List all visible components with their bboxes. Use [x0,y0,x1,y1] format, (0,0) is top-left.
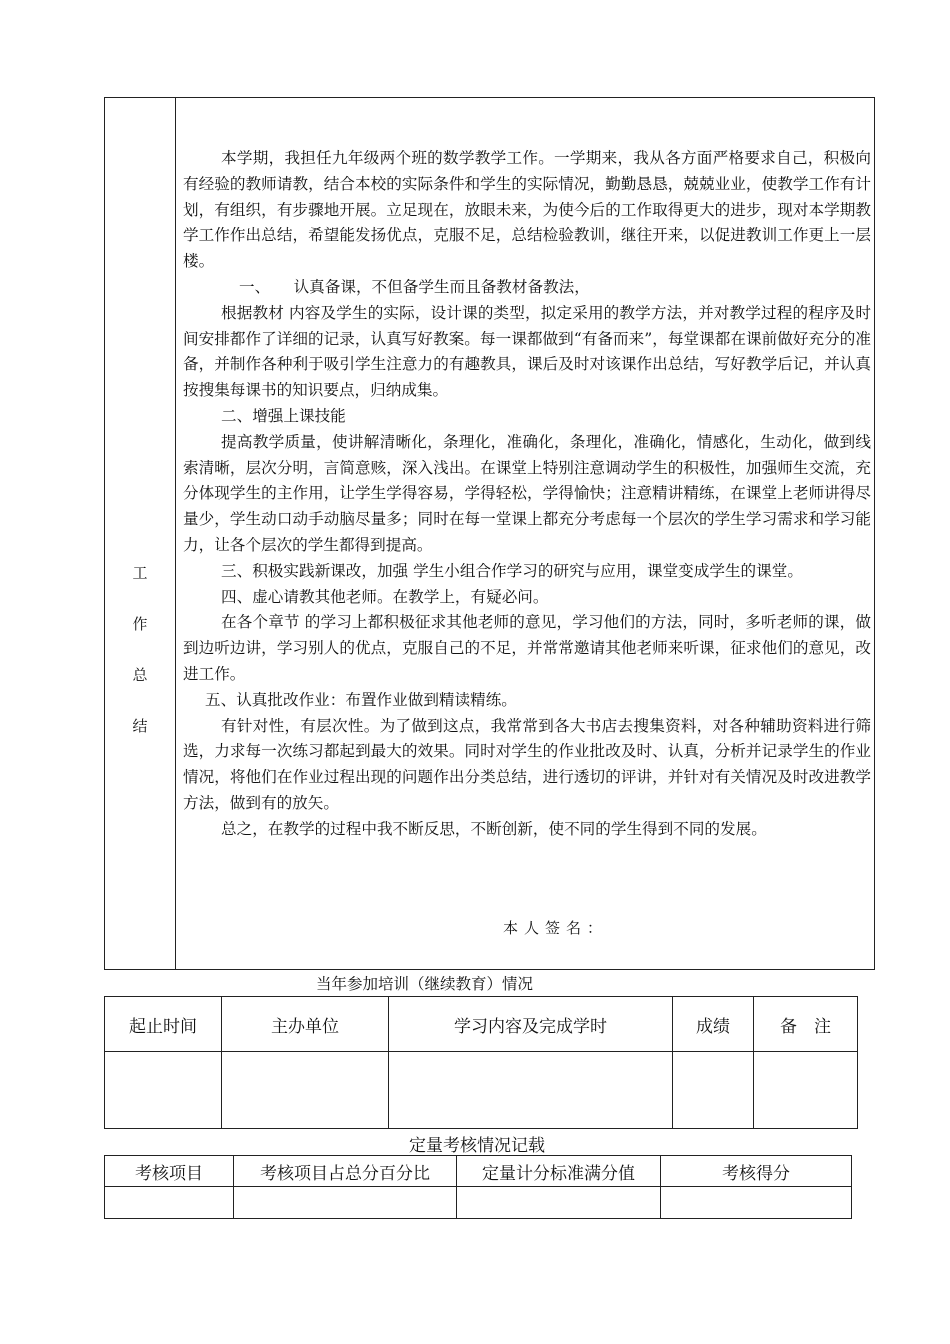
header-cell: 主办单位 [222,997,389,1052]
paragraph-5: 有针对性，有层次性。为了做到这点，我常常到各大书店去搜集资料，对各种辅助资料进行筛选，力求每一次练习都起到最大的效果。同时对学生的作业批改及时、认真，分析并记录学生的作业情况，将他们在作业过程出现的问题作出分类总结，进行透切的评讲，并针对有关情况及时改进教学方法，做到有的放矢。 [183,716,871,812]
heading-4: 四、虚心请教其他老师。在教学上，有疑必问。 [221,587,549,606]
side-label-char: 工 [132,564,148,582]
empty-cell [389,1052,673,1129]
assessment-title: 定量考核情况记载 [409,1136,545,1156]
table-header-row [105,1156,852,1187]
table-row [105,1187,852,1219]
assessment-table [104,1155,852,1219]
header-cell: 考核得分 [661,1156,852,1187]
empty-cell [754,1052,858,1129]
signature-label: 本人签名： [503,919,609,937]
heading-5: 五、认真批改作业：布置作业做到精读精练。 [205,690,517,709]
empty-cell [661,1187,852,1219]
empty-cell [234,1187,457,1219]
empty-cell [673,1052,754,1129]
paragraph-4: 在各个章节 的学习上都积极征求其他老师的意见，学习他们的方法，同时，多听老师的课，做到边听边讲，学习别人的优点，克服自己的不足，并常常邀请其他老师来听课，征求他们的意见，改进工作。 [183,613,871,683]
empty-cell [222,1052,389,1129]
header-cell: 考核项目 [105,1156,234,1187]
table-row [105,1052,858,1129]
heading-1: 一、 认真备课，不但备学生而且备教材备教法， [239,277,590,296]
header-cell: 起止时间 [105,997,222,1052]
column-divider [175,98,176,969]
side-label-char: 作 [132,615,148,633]
side-label-char: 结 [132,717,148,735]
paragraph-1: 根据教材 内容及学生的实际，设计课的类型，拟定采用的教学方法，并对教学过程的程序及时间安排都作了详细的记录，认真写好教案。每一课都做到“有备而来”，每堂课都在课前做好充分的准备，并制作各种利于吸引学生注意力的有趣教具，课后及时对该课作出总结，写好教学后记，并认真按搜集每课书的知识要点，归纳成集。 [183,303,871,400]
training-title: 当年参加培训（继续教育）情况 [316,975,534,993]
training-table [104,996,858,1129]
intro-paragraph: 本学期，我担任九年级两个班的数学教学工作。一学期来，我从各方面严格要求自己，积极向有经验的教师请教，结合本校的实际条件和学生的实际情况，勤勤恳恳，兢兢业业，使教学工作有计划，有组织，有步骤地开展。立足现在，放眼未来，为使今后的工作取得更大的进步，现对本学期教学工作作出总结，希望能发扬优点，克服不足，总结检验教训，继往开来，以促进教训工作更上一层楼。 [183,149,871,271]
side-label-char: 总 [132,666,148,684]
header-cell: 成绩 [673,997,754,1052]
heading-2: 二、增强上课技能 [221,406,346,425]
paragraph-2: 提高教学质量，使讲解清晰化，条理化，准确化，条理化，准确化，情感化，生动化，做到线索清晰，层次分明，言简意赅，深入浅出。在课堂上特别注意调动学生的积极性，加强师生交流，充分体现学生的主作用，让学生学得容易，学得轻松，学得愉快；注意精讲精练，在课堂上老师讲得尽量少，学生动口动手动脑尽量多；同时在每一堂课上都充分考虑每一个层次的学生学习需求和学习能力，让各个层次的学生都得到提高。 [183,432,871,554]
work-summary-section [104,97,875,970]
table-header-row [105,997,858,1052]
section-label-vertical [105,548,175,752]
heading-3: 三、积极实践新课改，加强 学生小组合作学习的研究与应用，课堂变成学生的课堂。 [221,561,803,580]
header-cell: 定量计分标准满分值 [457,1156,661,1187]
header-cell: 学习内容及完成学时 [389,997,673,1052]
conclusion-paragraph: 总之，在教学的过程中我不断反思，不断创新，使不同的学生得到不同的发展。 [221,819,767,838]
summary-body [183,146,871,843]
empty-cell [105,1187,234,1219]
header-cell: 备 注 [754,997,858,1052]
empty-cell [105,1052,222,1129]
empty-cell [457,1187,661,1219]
header-cell: 考核项目占总分百分比 [234,1156,457,1187]
